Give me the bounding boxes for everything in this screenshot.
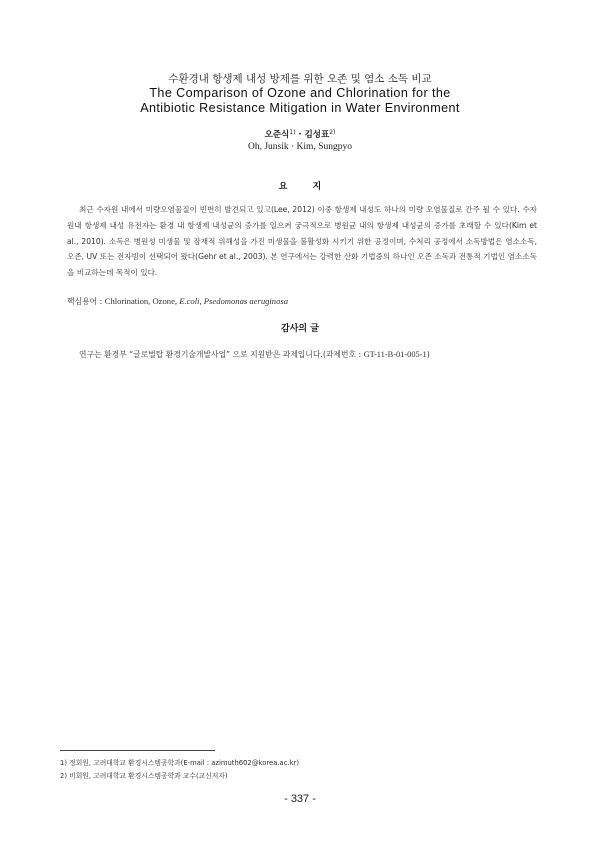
author-2-name: 김성표: [304, 130, 330, 140]
author-separator: ·: [295, 130, 305, 140]
title-korean: 수환경내 항생제 내성 방제를 위한 오존 및 염소 소독 비교: [168, 73, 432, 85]
keywords-plain: Chlorination, Ozone,: [104, 296, 180, 306]
abstract-body: 최근 수자원 내에서 미량오염물질이 빈번히 발견되고 있고(Lee, 2012) 이중 항생제 내성도 하나의 미량 오염물질로 간주 될 수 있다. 수자원내 항생제 내성 유전자는 환경 내 항생제 내성균의 증가를 일으켜 궁극적으로 병원균 내의 항생제 내성균의 증가를 초래할 수 있다(Kim et al., 2010). 소독은 병원성 미생물 및 잠재적 위해성을 가진 미생물을 불활성화 시키기 위한 공정이며, 수처리 공정에서 소독방법은 염소소독, 오존, UV 또는 전자빔이 선택되어 왔다(Gehr et al., 2003). 본 연구에서는 강력한 산화 기법중의 하나인 오존 소독과 전통적 기법인 염소소독을 비교하는데 목적이 있다.: [67, 205, 537, 278]
keyword-ecoli: E.coli: [179, 296, 200, 306]
authors-english: Oh, Junsik · Kim, Sungpyo: [248, 142, 352, 152]
page-number: - 337 -: [284, 793, 316, 805]
author-1-footnote-mark: 1): [289, 129, 296, 136]
keywords-line: [67, 296, 537, 307]
title-english-line-2: Antibiotic Resistance Mitigation in Water Environment: [140, 101, 460, 115]
title-english-line-1: The Comparison of Ozone and Chlorination for the: [149, 86, 451, 100]
project-code: GT-11-B-01-005-1: [363, 350, 427, 359]
author-2-footnote-mark: 2): [329, 129, 336, 136]
keyword-pseudomonas: Psedomonas aeruginosa: [203, 296, 289, 306]
abstract-heading: 요 지: [278, 182, 322, 192]
footnote-1: 1) 정회원, 고려대학교 환경시스템공학과(E-mail : azimuth602@korea.ac.kr): [60, 759, 299, 767]
authors-korean: [0, 128, 600, 140]
acknowledgement-text: 연구는 환경부 “글로벌탑 환경기술개발사업” 으로 지원받은 과제입니다.(과제번호 :: [79, 350, 364, 359]
acknowledgement-close: ): [426, 350, 430, 359]
acknowledgement-heading: 감사의 글: [281, 324, 319, 334]
author-1-name: 오준식: [264, 130, 290, 140]
keywords-label: 핵심용어 :: [67, 297, 105, 306]
acknowledgement-body: [79, 349, 539, 360]
footnote-divider: [60, 750, 215, 751]
footnote-2: 2) 비회원, 고려대학교 환경시스템공학과 교수(교신저자): [60, 772, 228, 780]
keyword-separator: ,: [199, 296, 204, 306]
